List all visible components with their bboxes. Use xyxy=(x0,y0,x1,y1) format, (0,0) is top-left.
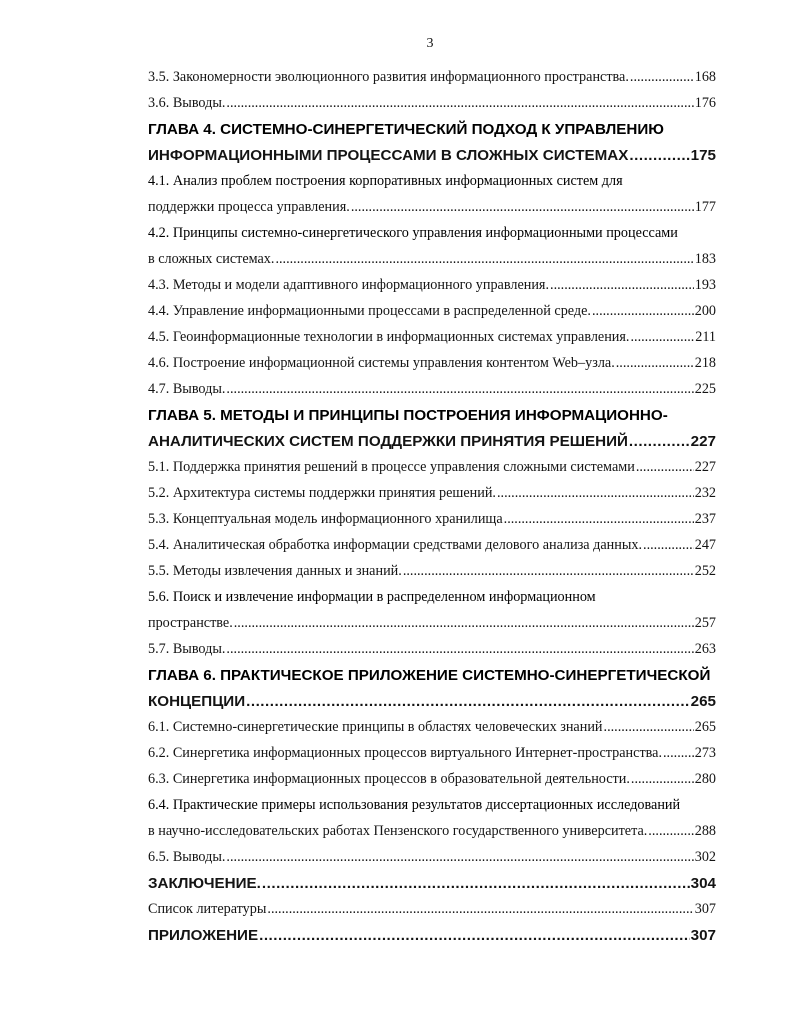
toc-chapter-row xyxy=(148,115,716,141)
toc-page-number: 265 xyxy=(694,719,716,735)
toc-entry-title: ИНФОРМАЦИОННЫМИ ПРОЦЕССАМИ В СЛОЖНЫХ СИСТЕМАХ xyxy=(148,147,629,164)
toc-leader-dots xyxy=(275,251,693,268)
toc-page-number: 200 xyxy=(694,303,716,319)
toc-line xyxy=(148,537,716,554)
toc-page-number: 252 xyxy=(694,563,716,579)
toc-line xyxy=(148,251,716,268)
toc-line xyxy=(148,147,716,164)
toc-line xyxy=(148,69,716,86)
toc-line xyxy=(148,563,716,580)
toc-leader-dots xyxy=(550,277,694,294)
toc-leader-dots xyxy=(504,511,694,528)
table-of-contents xyxy=(148,63,716,947)
toc-leader-dots xyxy=(226,95,693,112)
toc-entry-title: 4.6. Построение информационной системы управления контентом Web–узла. xyxy=(148,355,615,371)
toc-entry-title: 4.7. Выводы. xyxy=(148,381,226,397)
toc-entry-title: ПРИЛОЖЕНИЕ xyxy=(148,927,259,944)
toc-entry-row xyxy=(148,349,716,375)
toc-line xyxy=(148,511,716,528)
toc-line xyxy=(148,641,716,658)
toc-entry-row xyxy=(148,167,716,193)
toc-entry-title: в научно-исследовательских работах Пензенского государственного университета. xyxy=(148,823,648,839)
toc-entry-title: 4.4. Управление информационными процессами в распределенной среде. xyxy=(148,303,591,319)
toc-line xyxy=(148,355,716,372)
toc-entry-row xyxy=(148,193,716,219)
toc-entry-title: КОНЦЕПЦИИ xyxy=(148,693,246,710)
toc-leader-dots xyxy=(246,693,690,710)
toc-entry-title: 4.2. Принципы системно-синергетического управления информационными процессами xyxy=(148,225,678,241)
toc-entry-row xyxy=(148,765,716,791)
toc-entry-title: 6.2. Синергетика информационных процессов виртуального Интернет-пространства. xyxy=(148,745,662,761)
toc-entry-row xyxy=(148,375,716,401)
toc-page-number: 307 xyxy=(690,927,716,944)
toc-line xyxy=(148,381,716,398)
toc-leader-dots xyxy=(262,875,690,892)
toc-entry-row xyxy=(148,63,716,89)
toc-line xyxy=(148,485,716,502)
toc-leader-dots xyxy=(226,641,693,658)
toc-entry-row xyxy=(148,635,716,661)
toc-leader-dots xyxy=(497,485,694,502)
toc-leader-dots xyxy=(604,719,694,736)
toc-entry-title: Список литературы xyxy=(148,901,267,917)
toc-page-number: 168 xyxy=(694,69,716,85)
toc-page-number: 237 xyxy=(694,511,716,527)
toc-line xyxy=(148,95,716,112)
toc-entry-row xyxy=(148,739,716,765)
toc-entry-title: ГЛАВА 6. ПРАКТИЧЕСКОЕ ПРИЛОЖЕНИЕ СИСТЕМНО-СИНЕРГЕТИЧЕСКОЙ xyxy=(148,667,711,684)
toc-leader-dots xyxy=(351,199,694,216)
toc-page-number: 273 xyxy=(694,745,716,761)
toc-entry-row xyxy=(148,453,716,479)
toc-leader-dots xyxy=(267,901,693,918)
toc-page-number: 288 xyxy=(694,823,716,839)
toc-line xyxy=(148,615,716,632)
toc-entry-title: 4.3. Методы и модели адаптивного информационного управления. xyxy=(148,277,550,293)
toc-leader-dots xyxy=(234,615,694,632)
toc-entry-title: 6.5. Выводы. xyxy=(148,849,226,865)
toc-entry-title: пространстве. xyxy=(148,615,233,631)
toc-leader-dots xyxy=(629,433,690,450)
toc-entry-row xyxy=(148,219,716,245)
toc-leader-dots xyxy=(630,329,694,346)
toc-page-number: 263 xyxy=(694,641,716,657)
toc-page-number: 265 xyxy=(690,693,716,710)
toc-entry-row xyxy=(148,895,716,921)
toc-page-number: 257 xyxy=(694,615,716,631)
toc-line xyxy=(148,459,716,476)
toc-chapter-row xyxy=(148,921,716,947)
toc-page-number: 304 xyxy=(690,875,716,892)
toc-chapter-row xyxy=(148,661,716,687)
toc-entry-row xyxy=(148,583,716,609)
toc-leader-dots xyxy=(648,823,693,840)
toc-leader-dots xyxy=(631,771,694,788)
toc-entry-row xyxy=(148,89,716,115)
toc-entry-title: 3.5. Закономерности эволюционного развития информационного пространства. xyxy=(148,69,629,85)
toc-leader-dots xyxy=(636,459,694,476)
toc-entry-title: ГЛАВА 4. СИСТЕМНО-СИНЕРГЕТИЧЕСКИЙ ПОДХОД К УПРАВЛЕНИЮ xyxy=(148,121,664,138)
toc-page-number: 177 xyxy=(694,199,716,215)
toc-leader-dots xyxy=(592,303,694,320)
toc-entry-title: в сложных системах. xyxy=(148,251,275,267)
toc-leader-dots xyxy=(226,849,693,866)
toc-line xyxy=(148,927,716,944)
toc-line xyxy=(148,693,716,710)
toc-page-number: 193 xyxy=(694,277,716,293)
toc-entry-row xyxy=(148,817,716,843)
toc-entry-row xyxy=(148,323,716,349)
toc-page-number: 232 xyxy=(694,485,716,501)
toc-line xyxy=(148,303,716,320)
toc-page-number: 227 xyxy=(694,459,716,475)
toc-chapter-row xyxy=(148,141,716,167)
toc-entry-row xyxy=(148,843,716,869)
toc-entry-title: 4.5. Геоинформационные технологии в информационных системах управления. xyxy=(148,329,630,345)
toc-page-number: 218 xyxy=(694,355,716,371)
toc-entry-title: 5.1. Поддержка принятия решений в процессе управления сложными системами xyxy=(148,459,635,475)
toc-entry-row xyxy=(148,557,716,583)
toc-entry-title: 5.5. Методы извлечения данных и знаний. xyxy=(148,563,402,579)
toc-entry-title: АНАЛИТИЧЕСКИХ СИСТЕМ ПОДДЕРЖКИ ПРИНЯТИЯ РЕШЕНИЙ xyxy=(148,433,628,450)
toc-line xyxy=(148,433,716,450)
toc-leader-dots xyxy=(616,355,694,372)
toc-page-number: 176 xyxy=(694,95,716,111)
toc-entry-title: 5.3. Концептуальная модель информационного хранилища xyxy=(148,511,503,527)
toc-line xyxy=(148,875,716,892)
toc-chapter-row xyxy=(148,869,716,895)
toc-page-number: 307 xyxy=(694,901,716,917)
toc-chapter-row xyxy=(148,687,716,713)
toc-entry-row xyxy=(148,245,716,271)
toc-page-number: 225 xyxy=(694,381,716,397)
toc-entry-title: ГЛАВА 5. МЕТОДЫ И ПРИНЦИПЫ ПОСТРОЕНИЯ ИНФОРМАЦИОННО- xyxy=(148,407,668,424)
toc-leader-dots xyxy=(629,147,689,164)
toc-line xyxy=(148,849,716,866)
toc-chapter-row xyxy=(148,427,716,453)
toc-entry-title: 4.1. Анализ проблем построения корпоративных информационных систем для xyxy=(148,173,623,189)
toc-line xyxy=(148,199,716,216)
toc-entry-title: 6.1. Системно-синергетические принципы в областях человеческих знаний xyxy=(148,719,603,735)
toc-page-number: 227 xyxy=(690,433,716,450)
toc-page-number: 302 xyxy=(694,849,716,865)
toc-leader-dots xyxy=(643,537,694,554)
toc-line xyxy=(148,745,716,762)
toc-line xyxy=(148,901,716,918)
toc-entry-row xyxy=(148,609,716,635)
toc-entry-title: 5.7. Выводы. xyxy=(148,641,226,657)
toc-leader-dots xyxy=(403,563,694,580)
toc-line xyxy=(148,823,716,840)
toc-entry-title: 5.6. Поиск и извлечение информации в распределенном информационном xyxy=(148,589,596,605)
toc-page-number: 211 xyxy=(695,329,716,345)
toc-line xyxy=(148,329,716,346)
toc-leader-dots xyxy=(630,69,694,86)
toc-entry-row xyxy=(148,479,716,505)
toc-entry-row xyxy=(148,531,716,557)
toc-entry-title: ЗАКЛЮЧЕНИЕ. xyxy=(148,875,261,892)
toc-page-number: 175 xyxy=(690,147,716,164)
toc-chapter-row xyxy=(148,401,716,427)
toc-entry-title: 6.4. Практические примеры использования результатов диссертационных исследований xyxy=(148,797,681,813)
toc-page-number: 247 xyxy=(694,537,716,553)
toc-entry-title: 6.3. Синергетика информационных процессов в образовательной деятельности. xyxy=(148,771,630,787)
toc-entry-row xyxy=(148,505,716,531)
toc-line xyxy=(148,719,716,736)
toc-line xyxy=(148,277,716,294)
toc-entry-row xyxy=(148,713,716,739)
toc-leader-dots xyxy=(259,927,690,944)
toc-entry-title: 5.4. Аналитическая обработка информации средствами делового анализа данных. xyxy=(148,537,643,553)
toc-entry-title: 3.6. Выводы. xyxy=(148,95,226,111)
toc-leader-dots xyxy=(663,745,694,762)
toc-line xyxy=(148,771,716,788)
page-number: 3 xyxy=(426,36,434,51)
toc-page-number: 280 xyxy=(694,771,716,787)
toc-entry-title: 5.2. Архитектура системы поддержки принятия решений. xyxy=(148,485,496,501)
toc-entry-row xyxy=(148,791,716,817)
toc-page-number: 183 xyxy=(694,251,716,267)
toc-entry-row xyxy=(148,271,716,297)
toc-entry-row xyxy=(148,297,716,323)
toc-leader-dots xyxy=(226,381,693,398)
toc-entry-title: поддержки процесса управления. xyxy=(148,199,350,215)
